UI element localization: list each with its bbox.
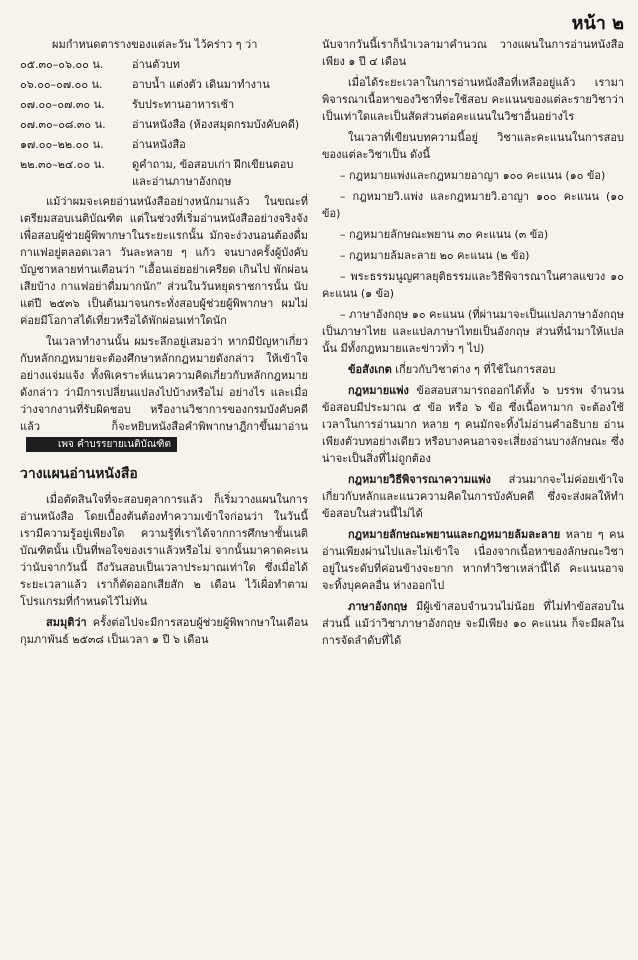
paragraph-subject-intro: ในเวลาที่เขียนบทความนี้อยู่ วิชาและคะแนนในการสอบของแต่ละวิชาเป็น ดังนี้ [322,131,624,161]
left-column [20,36,308,652]
paragraph-subject-weights: เมื่อได้ระยะเวลาในการอ่านหนังสือที่เหลืออยู่แล้ว เรามาพิจารณาเนื้อหาของวิชาที่จะใช้สอบ คะแนนของแต่ละรายวิชาว่าเป็นเท่าใดและเป็นสัดส่วนต่อคะแนนในวิชาอื่นอย่างไร [322,76,624,123]
schedule-activity: อ่านตัวบท [132,58,180,71]
page-label-box: เพจ คำบรรยายเนติบัณฑิต [26,437,177,452]
schedule-row [20,56,308,73]
schedule-time: ๐๗.๓๐–๐๘.๓๐ น. [20,118,106,131]
english-text: มีผู้เข้าสอบจำนวนไม่น้อย ที่ไม่ทำข้อสอบในส่วนนี้ แม้ว่าวิชาภาษาอังกฤษ จะมีเพียง ๑๐ คะแนน ก็จะมีผลในการจัดลำดับที่ได้ [322,600,624,647]
paragraph-study-habits: แม้ว่าผมจะเคยอ่านหนังสืออย่างหนักมาแล้ว ในขณะที่เตรียมสอบเนติบัณฑิต แต่ในช่วงที่เริ่มอ่านหนังสืออย่างจริงจังเพื่อสอบผู้ช่วยผู้พิพากษาในระยะแรกนั้น มักจะง่วงนอนต้องดื่มกาแฟอยู่ตลอดเวลา วันละหลาย ๆ แก้ว จนบางครั้งผู้บังคับบัญชาหลายท่านเตือนว่า “เอื้อนเอ่ยอย่าเครียด เกินไป พักผ่อนเสียบ้าง กาแฟอย่าดื่มมากนัก” ส่วนในวันหยุดราชการนั้น นับแต่ปี ๒๕๓๖ เป็นต้นมาจนกระทั่งสอบผู้ช่วยผู้พิพากษา ผมไม่ค่อยมีโอกาสได้เที่ยวหรือได้พักผ่อนเท่าใดนัก [20,195,308,327]
evidence-bankruptcy-lead: กฎหมายลักษณะพยานและกฎหมายล้มละลาย [348,528,561,541]
civil-procedure-text: ส่วนมากจะไม่ค่อยเข้าใจเกี่ยวกับหลักและแนวความคิดในการบังคับคดี ซึ่งจะส่งผลให้ทำข้อสอบในส่วนนี้ไม่ได้ [322,473,624,520]
civil-law-lead: กฎหมายแพ่ง [348,384,409,397]
paragraph-planning: เมื่อตัดสินใจที่จะสอบตุลาการแล้ว ก็เริ่มวางแผนในการอ่านหนังสือ โดยเบื้องต้นต้องทำความเข้าใจก่อนว่า ในวันนี้เรามีความรู้อยู่เพียงใด ความรู้ที่เราได้จากการศึกษาชั้นเนติบัณฑิตนั้น เป็นที่พอใจของเราแล้วหรือไม่ จากนั้นมาคาดคะเนว่านับจากวันนี้ ถึงวันสอบเป็นเวลาประมาณเท่าใด ซึ่งเมื่อได้ระยะเวลาแล้ว เราก็ตัดออกเสียสัก ๒ เดือน ไว้เผื่อทำตามโปรแกรมที่กำหนดไว้ไม่ทัน [20,493,308,608]
paragraph-work-time [20,333,308,452]
english-lead: ภาษาอังกฤษ [348,600,408,613]
observation-lead: ข้อสังเกต [348,363,392,376]
paragraph-assumption [20,614,308,648]
list-item: – กฎหมายแพ่งและกฎหมายอาญา ๑๐๐ คะแนน (๑๐ ข้อ) [340,169,606,182]
schedule-row [20,136,308,153]
schedule-row [20,156,308,190]
schedule-row [20,96,308,113]
paragraph-assumption-lead: สมมุติว่า [46,616,87,629]
paragraph-civil-law [322,382,624,467]
schedule-activity: อ่านหนังสือ (ห้องสมุดกรมบังคับคดี) [132,118,300,131]
schedule-time: ๑๗.๐๐–๒๒.๐๐ น. [20,138,104,151]
schedule-time: ๐๗.๐๐–๐๗.๓๐ น. [20,98,105,111]
list-item: – กฎหมายลักษณะพยาน ๓๐ คะแนน (๓ ข้อ) [340,228,549,241]
right-column [322,36,624,653]
schedule-time: ๐๕.๓๐–๐๖.๐๐ น. [20,58,104,71]
schedule-intro: ผมกำหนดตารางของแต่ละวัน ไว้คร่าว ๆ ว่า [52,38,258,51]
civil-procedure-lead: กฎหมายวิธีพิจารณาความแพ่ง [348,473,491,486]
schedule-time: ๐๖.๐๐–๐๗.๐๐ น. [20,78,103,91]
paragraph-assumption-text: ครั้งต่อไปจะมีการสอบผู้ช่วยผู้พิพากษาในเดือนกุมภาพันธ์ ๒๕๓๘ เป็นเวลา ๑ ปี ๖ เดือน [20,616,308,646]
paragraph-civil-procedure [322,471,624,522]
schedule-row [20,76,308,93]
paragraph-evidence-bankruptcy [322,526,624,594]
paragraph-observation [322,361,624,378]
civil-law-text: ข้อสอบสามารถออกได้ทั้ง ๖ บรรพ จำนวนข้อสอบมีประมาณ ๕ ข้อ หรือ ๖ ข้อ ซึ่งเนื้อหามาก จะต้องใช้เวลาในการอ่านมาก หลาย ๆ คนมักจะทิ้งไม่อ่านคำอธิบาย อ่านเพียงตัวบทอย่างเดียว หรือบางคนอาจจะเสี่ยงอ่านบางลักษณะ ซึ่งน่าจะเป็นสิ่งที่ไม่ถูกต้อง [322,384,624,465]
paragraph-calc: นับจากวันนี้เราก็นำเวลามาคำนวณ วางแผนในการอ่านหนังสือ เพียง ๑ ปี ๔ เดือน [322,38,624,68]
schedule-activity: รับประทานอาหารเช้า [132,98,235,111]
observation-text: เกี่ยวกับวิชาต่าง ๆ ที่ใช้ในการสอบ [395,363,556,376]
schedule-activity: อาบน้ำ แต่งตัว เดินมาทำงาน [132,78,270,91]
schedule-list [20,56,308,190]
paragraph-work-time-text: ในเวลาทำงานนั้น ผมระลึกอยู่เสมอว่า หากมีปัญหาเกี่ยวกับหลักกฎหมายจะต้องศึกษาหลักกฎหมายดังกล่าว ให้เข้าใจอย่างแจ่มแจ้ง ทั้งพิเคราะห์แนวความคิดเกี่ยวกับหลักกฎหมายดังกล่าว ว่ามีการเปลี่ยนแปลงไปบ้างหรือไม่ อย่างไร และเมื่อว่างจากงานที่รับผิดชอบ หรืองานวิชาการของกรมบังคับคดีแล้ว ก็จะหยิบหนังสือคำพิพากษาฎีกาขึ้นมาอ่าน [20,335,308,433]
schedule-activity: ดูคำถาม, ข้อสอบเก่า ฝึกเขียนตอบและอ่านภาษาอังกฤษ [132,158,294,188]
evidence-bankruptcy-text: หลาย ๆ คนอ่านเพียงผ่านไปและไม่เข้าใจ เนื่องจากเนื้อหาของลักษณะวิชาอยู่ในระดับที่ค่อนข้างจะยาก หากทำวิชาเหล่านี้ได้ คะแนนอาจจะทิ้งบุคคลอื่น ห่างออกไป [322,528,624,592]
section-heading: วางแผนอ่านหนังสือ [20,466,138,482]
schedule-row [20,116,308,133]
list-item: – พระธรรมนูญศาลยุติธรรมและวิธีพิจารณาในศาลแขวง ๑๐ คะแนน (๑ ข้อ) [322,270,624,300]
page-number: หน้า ๒ [571,13,624,34]
list-item: – กฎหมายวิ.แพ่ง และกฎหมายวิ.อาญา ๑๐๐ คะแนน (๑๐ ข้อ) [322,190,624,220]
schedule-time: ๒๒.๓๐–๒๔.๐๐ น. [20,158,105,171]
schedule-activity: อ่านหนังสือ [132,138,186,151]
subject-list [322,167,624,357]
list-item: – ภาษาอังกฤษ ๑๐ คะแนน (ที่ผ่านมาจะเป็นแปลภาษาอังกฤษเป็นภาษาไทย และแปลภาษาไทยเป็นอังกฤษ ส่วนที่นำมาให้แปลนั้น มีทั้งกฎหมายและข่าวทั่ว ๆ ไป) [322,308,624,355]
list-item: – กฎหมายล้มละลาย ๒๐ คะแนน (๒ ข้อ) [340,249,530,262]
paragraph-english [322,598,624,649]
